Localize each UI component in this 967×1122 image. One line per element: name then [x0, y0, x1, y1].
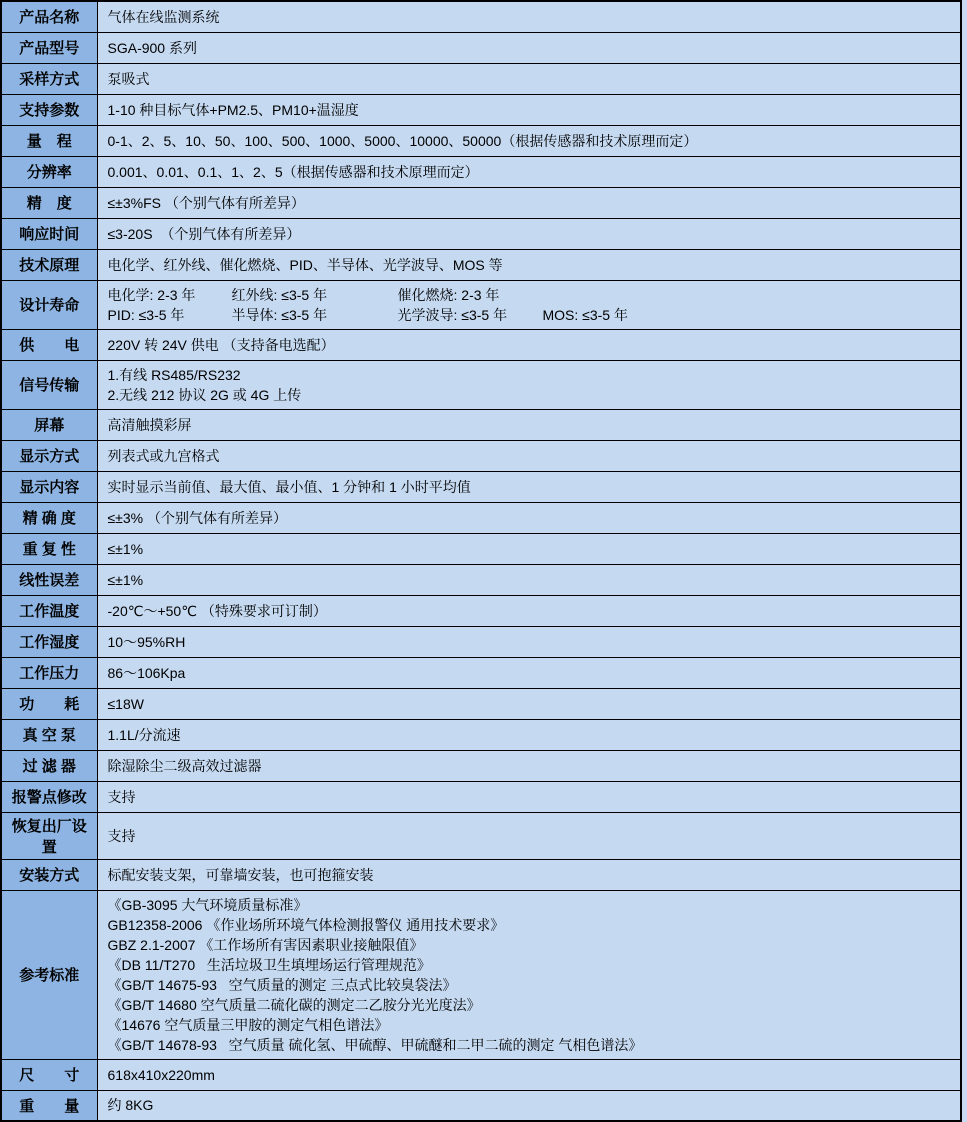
- spec-row: [1, 440, 961, 471]
- spec-value: 支持: [97, 812, 961, 859]
- value-line: 《GB/T 14678-93 空气质量 硫化氢、甲硫醇、甲硫醚和二甲二硫的测定 气相色谱法》: [107, 1036, 643, 1053]
- spec-value: -20℃～+50℃ （特殊要求可订制）: [97, 595, 961, 626]
- spec-row: [1, 657, 961, 688]
- value-line: 《GB/T 14680 空气质量二硫化碳的测定二乙胺分光光度法》: [107, 996, 481, 1013]
- spec-label: 量 程: [1, 125, 97, 156]
- spec-value: 1-10 种目标气体+PM2.5、PM10+温湿度: [97, 94, 961, 125]
- spec-row: [1, 1, 961, 32]
- spec-row: [1, 360, 961, 409]
- spec-row: [1, 280, 961, 329]
- spec-label: 信号传输: [1, 360, 97, 409]
- spec-value: 10～95%RH: [97, 626, 961, 657]
- spec-label: 过 滤 器: [1, 750, 97, 781]
- spec-value: 高清触摸彩屏: [97, 409, 961, 440]
- spec-row: [1, 32, 961, 63]
- spec-value: 86～106Kpa: [97, 657, 961, 688]
- spec-row: [1, 564, 961, 595]
- lifespan-entry: 红外线: ≤3-5 年: [231, 286, 328, 303]
- spec-row: [1, 63, 961, 94]
- lifespan-line: [108, 305, 951, 325]
- spec-label: 响应时间: [1, 218, 97, 249]
- value-line: 《GB-3095 大气环境质量标准》: [107, 896, 308, 913]
- spec-value: 618x410x220mm: [97, 1059, 961, 1090]
- spec-value: 0.001、0.01、0.1、1、2、5（根据传感器和技术原理而定）: [97, 156, 961, 187]
- value-line: 《GB/T 14675-93 空气质量的测定 三点式比较臭袋法》: [107, 976, 457, 993]
- spec-value: ≤±3%FS （个别气体有所差异）: [97, 187, 961, 218]
- spec-label: 恢复出厂设置: [1, 812, 97, 859]
- spec-row: [1, 719, 961, 750]
- spec-label: 线性误差: [1, 564, 97, 595]
- spec-value: 约 8KG: [97, 1090, 961, 1121]
- spec-row: [1, 781, 961, 812]
- spec-row: [1, 502, 961, 533]
- spec-label: 供 电: [1, 329, 97, 360]
- spec-label: 重 量: [1, 1090, 97, 1121]
- spec-value: 标配安装支架，可靠墙安装，也可抱箍安装: [97, 859, 961, 890]
- spec-label: 工作温度: [1, 595, 97, 626]
- spec-row: [1, 890, 961, 1059]
- spec-row: [1, 125, 961, 156]
- spec-row: [1, 626, 961, 657]
- spec-value: 列表式或九宫格式: [97, 440, 961, 471]
- spec-value: [97, 890, 961, 1059]
- spec-value: [97, 360, 961, 409]
- spec-row: [1, 329, 961, 360]
- value-line: GB12358-2006 《作业场所环境气体检测报警仪 通用技术要求》: [107, 916, 505, 933]
- spec-value: ≤±3% （个别气体有所差异）: [97, 502, 961, 533]
- value-line: GBZ 2.1-2007 《工作场所有害因素职业接触限值》: [107, 936, 424, 953]
- spec-value: 电化学、红外线、催化燃烧、PID、半导体、光学波导、MOS 等: [97, 249, 961, 280]
- spec-value: [97, 280, 961, 329]
- spec-row: [1, 94, 961, 125]
- spec-row: [1, 187, 961, 218]
- lifespan-entry: PID: ≤3-5 年: [107, 306, 185, 323]
- spec-row: [1, 249, 961, 280]
- spec-row: [1, 688, 961, 719]
- spec-value: ≤18W: [97, 688, 961, 719]
- lifespan-line: [108, 285, 951, 305]
- spec-value: 除湿除尘二级高效过滤器: [97, 750, 961, 781]
- spec-table-body: [1, 1, 961, 1121]
- lifespan-entry: 电化学: 2-3 年: [107, 286, 196, 303]
- spec-label: 技术原理: [1, 249, 97, 280]
- spec-label: 精 度: [1, 187, 97, 218]
- spec-row: [1, 1059, 961, 1090]
- spec-label: 重 复 性: [1, 533, 97, 564]
- lifespan-entry: 光学波导: ≤3-5 年: [397, 306, 508, 323]
- spec-label: 参考标准: [1, 890, 97, 1059]
- spec-row: [1, 409, 961, 440]
- spec-label: 尺 寸: [1, 1059, 97, 1090]
- spec-value: ≤3-20S （个别气体有所差异）: [97, 218, 961, 249]
- value-line: 1.有线 RS485/RS232: [107, 366, 241, 383]
- spec-row: [1, 156, 961, 187]
- spec-label: 报警点修改: [1, 781, 97, 812]
- value-line: 《DB 11/T270 生活垃圾卫生填埋场运行管理规范》: [107, 956, 431, 973]
- spec-row: [1, 859, 961, 890]
- spec-row: [1, 1090, 961, 1121]
- spec-label: 设计寿命: [1, 280, 97, 329]
- spec-label: 支持参数: [1, 94, 97, 125]
- spec-label: 精 确 度: [1, 502, 97, 533]
- spec-value: ≤±1%: [97, 564, 961, 595]
- spec-label: 真 空 泵: [1, 719, 97, 750]
- spec-label: 功 耗: [1, 688, 97, 719]
- spec-row: [1, 595, 961, 626]
- spec-row: [1, 218, 961, 249]
- spec-label: 屏幕: [1, 409, 97, 440]
- lifespan-entry: 催化燃烧: 2-3 年: [397, 286, 500, 303]
- spec-value: 220V 转 24V 供电 （支持备电选配）: [97, 329, 961, 360]
- lifespan-entry: MOS: ≤3-5 年: [542, 306, 628, 323]
- spec-row: [1, 471, 961, 502]
- spec-label: 采样方式: [1, 63, 97, 94]
- spec-label: 分辨率: [1, 156, 97, 187]
- spec-value: SGA-900 系列: [97, 32, 961, 63]
- spec-label: 显示内容: [1, 471, 97, 502]
- lifespan-entry: 半导体: ≤3-5 年: [231, 306, 328, 323]
- spec-value: 0-1、2、5、10、50、100、500、1000、5000、10000、50000（根据传感器和技术原理而定）: [97, 125, 961, 156]
- spec-value: 支持: [97, 781, 961, 812]
- spec-label: 产品型号: [1, 32, 97, 63]
- spec-label: 显示方式: [1, 440, 97, 471]
- spec-row: [1, 750, 961, 781]
- spec-label: 工作湿度: [1, 626, 97, 657]
- spec-value: 1.1L/分流速: [97, 719, 961, 750]
- value-line: 2.无线 212 协议 2G 或 4G 上传: [107, 386, 302, 403]
- spec-row: [1, 812, 961, 859]
- spec-label: 工作压力: [1, 657, 97, 688]
- value-line: 《14676 空气质量三甲胺的测定气相色谱法》: [107, 1016, 389, 1033]
- spec-value: ≤±1%: [97, 533, 961, 564]
- spec-value: 实时显示当前值、最大值、最小值、1 分钟和 1 小时平均值: [97, 471, 961, 502]
- spec-value: 泵吸式: [97, 63, 961, 94]
- spec-label: 产品名称: [1, 1, 97, 32]
- spec-label: 安装方式: [1, 859, 97, 890]
- spec-row: [1, 533, 961, 564]
- spec-value: 气体在线监测系统: [97, 1, 961, 32]
